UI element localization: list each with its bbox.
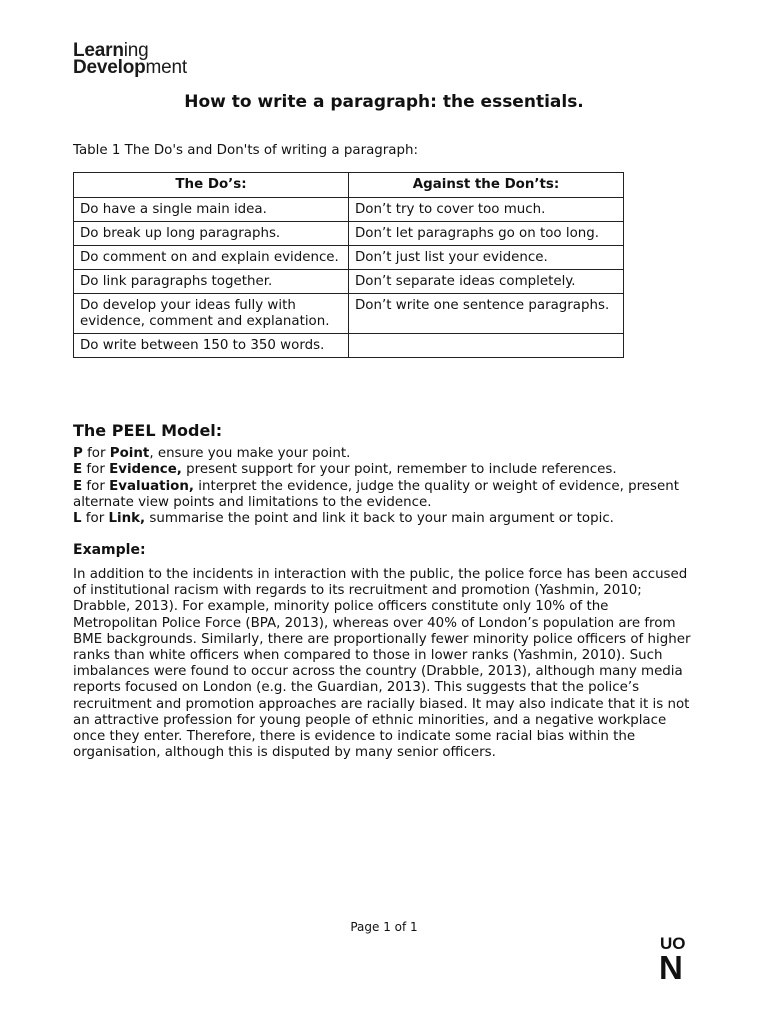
column-header-dos: The Do’s: <box>74 173 349 198</box>
svg-text:UO: UO <box>660 934 686 953</box>
dos-donts-table <box>73 172 624 358</box>
learning-development-logo: Learning Development <box>73 40 187 78</box>
svg-text:N: N <box>659 949 683 980</box>
table-cell-do: Do break up long paragraphs. <box>74 222 349 246</box>
table-cell-do: Do comment on and explain evidence. <box>74 246 349 270</box>
peel-item: E for Evaluation, interpret the evidence, judge the quality or weight of evidence, present alternate view points and limitations to the evidence. <box>73 478 679 510</box>
table-row <box>74 222 624 246</box>
peel-list <box>73 446 693 527</box>
uon-logo <box>659 934 693 980</box>
table-cell-do: Do link paragraphs together. <box>74 270 349 294</box>
peel-term: Link, <box>108 511 146 527</box>
table-cell-dont: Don’t just list your evidence. <box>349 246 624 270</box>
peel-heading: The PEEL Model: <box>73 421 223 440</box>
table-cell-dont: Don’t write one sentence paragraphs. <box>349 294 624 334</box>
table-cell-dont: Don’t separate ideas completely. <box>349 270 624 294</box>
example-heading: Example: <box>73 542 146 558</box>
table-row <box>74 246 624 270</box>
peel-term: Point <box>109 446 150 461</box>
table-header-row <box>74 173 624 198</box>
peel-letter: P <box>73 446 83 461</box>
peel-letter: E <box>73 462 83 478</box>
table-row <box>74 294 624 334</box>
page-number: Page 1 of 1 <box>350 920 418 934</box>
peel-letter: L <box>73 511 82 527</box>
page-title: How to write a paragraph: the essentials. <box>184 92 584 112</box>
peel-letter: E <box>73 478 83 494</box>
table-row <box>74 334 624 358</box>
table-cell-do: Do write between 150 to 350 words. <box>74 334 349 358</box>
peel-item: L for Link, summarise the point and link it back to your main argument or topic. <box>73 511 614 527</box>
table-cell-do: Do develop your ideas fully with evidence, comment and explanation. <box>74 294 349 334</box>
table-cell-do: Do have a single main idea. <box>74 198 349 222</box>
table-cell-dont: Don’t try to cover too much. <box>349 198 624 222</box>
table-cell-dont: Don’t let paragraphs go on too long. <box>349 222 624 246</box>
peel-term: Evidence, <box>109 462 182 478</box>
peel-term: Evaluation, <box>109 478 194 494</box>
table-row <box>74 270 624 294</box>
column-header-donts: Against the Don’ts: <box>349 173 624 198</box>
peel-item: P for Point, ensure you make your point. <box>73 446 351 461</box>
peel-item: E for Evidence, present support for your point, remember to include references. <box>73 462 617 478</box>
table-caption: Table 1 The Do's and Don'ts of writing a paragraph: <box>73 143 418 158</box>
table-row <box>74 198 624 222</box>
table-cell-dont <box>349 334 624 358</box>
example-paragraph: In addition to the incidents in interaction with the public, the police force has been accused of institutional racism with regards to its recruitment and promotion (Yashmin, 2010; Drabble, 2013). For example, minority police officers constitute only 10% of the Metropolitan Police Force (BPA, 2013), whereas over 40% of London’s population are from BME backgrounds. Similarly, there are proportionally fewer minority police officers of higher ranks than white officers when compared to those in lower ranks (Yashmin, 2010). Such imbalances were found to occur across the country (Drabble, 2013), although many media reports focused on London (e.g. the Guardian, 2013). This suggests that the police’s recruitment and promotion approaches are racially biased. It may also indicate that it is not an attractive profession for young people of ethnic minorities, and a negative workplace once they enter. Therefore, there is evidence to indicate some racial bias within the organisation, although this is disputed by many senior officers. <box>73 567 691 761</box>
